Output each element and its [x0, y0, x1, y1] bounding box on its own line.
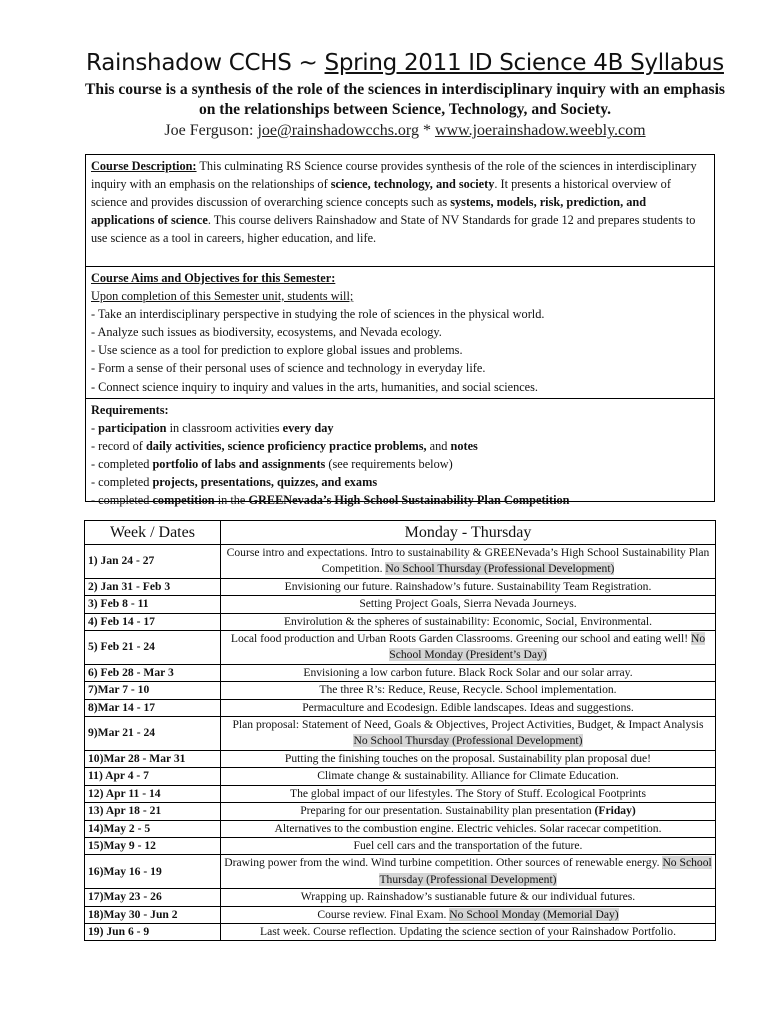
- table-row: [85, 820, 716, 837]
- week-dates-cell: 9)Mar 21 - 24: [85, 717, 221, 751]
- table-row: [85, 631, 716, 665]
- page-title: [80, 48, 730, 78]
- week-dates-cell: 3) Feb 8 - 11: [85, 596, 221, 613]
- course-aims-intro: Upon completion of this Semester unit, students will;: [91, 289, 354, 304]
- no-school-note: No School Thursday (Professional Development): [385, 562, 615, 576]
- table-row: [85, 596, 716, 613]
- activity-header: Monday - Thursday: [221, 521, 716, 545]
- requirement-item: [91, 491, 709, 509]
- requirement-item: [91, 437, 709, 455]
- activity-emphasis: (Friday): [594, 804, 636, 818]
- req-text: - completed: [91, 475, 153, 490]
- activity-cell: [221, 664, 716, 681]
- email-link[interactable]: joe@rainshadowcchs.org: [257, 122, 419, 139]
- requirement-item: [91, 455, 709, 473]
- req-bold: competition: [152, 493, 215, 508]
- requirements-label: Requirements:: [91, 403, 169, 417]
- activity-cell: [221, 820, 716, 837]
- week-dates-cell: 4) Feb 14 - 17: [85, 613, 221, 630]
- activity-text: Climate change & sustainability. Alliance for Climate Education.: [317, 769, 619, 783]
- req-text: (see requirements below): [325, 457, 453, 472]
- activity-text: Envirolution & the spheres of sustainability: Economic, Social, Environmental.: [283, 614, 653, 628]
- activity-text: The three R’s: Reduce, Reuse, Recycle. School implementation.: [319, 683, 617, 697]
- activity-text: Permaculture and Ecodesign. Edible landscapes. Ideas and suggestions.: [302, 700, 634, 714]
- website-link[interactable]: www.joerainshadow.weebly.com: [434, 122, 646, 139]
- schedule-table: [84, 520, 716, 941]
- requirement-item: [91, 473, 709, 491]
- course-info-box: [85, 154, 715, 508]
- activity-cell: [221, 750, 716, 767]
- week-dates-header: Week / Dates: [85, 521, 221, 545]
- req-text: - completed: [91, 493, 153, 508]
- description-bold-2: systems, models, risk, prediction, and applications of science: [91, 195, 647, 228]
- week-dates-cell: 18)May 30 - Jun 2: [85, 906, 221, 923]
- contact-separator: *: [418, 122, 435, 139]
- syllabus-header: [80, 48, 730, 141]
- table-row: [85, 768, 716, 785]
- req-bold: portfolio of labs and assignments: [152, 457, 326, 472]
- activity-text: Putting the finishing touches on the proposal. Sustainability plan proposal due!: [284, 751, 652, 765]
- week-dates-cell: 15)May 9 - 12: [85, 837, 221, 854]
- week-dates-cell: 19) Jun 6 - 9: [85, 923, 221, 940]
- table-row: [85, 906, 716, 923]
- activity-cell: [221, 717, 716, 751]
- no-school-note: No School Monday (Memorial Day): [449, 907, 619, 921]
- activity-text: Preparing for our presentation. Sustainability plan presentation: [300, 804, 595, 818]
- req-text: -: [91, 421, 99, 436]
- table-row: [85, 682, 716, 699]
- week-dates-cell: 16)May 16 - 19: [85, 855, 221, 889]
- table-row: [85, 785, 716, 802]
- activity-text: Wrapping up. Rainshadow’s sustianable future & our individual futures.: [300, 890, 636, 904]
- aim-item: - Analyze such issues as biodiversity, ecosystems, and Nevada ecology.: [91, 325, 442, 340]
- req-bold: participation: [98, 421, 167, 436]
- requirements-section: [86, 398, 714, 511]
- instructor-name: Joe Ferguson:: [164, 122, 258, 139]
- aim-item: - Form a sense of their personal uses of science and technology in everyday life.: [91, 361, 486, 376]
- aim-item: - Take an interdisciplinary perspective in studying the role of sciences in the physical world.: [91, 307, 545, 322]
- activity-cell: [221, 923, 716, 940]
- week-dates-cell: 5) Feb 21 - 24: [85, 631, 221, 665]
- course-description-label: Course Description:: [91, 159, 197, 173]
- req-bold: GREENevada’s High School Sustainability Plan Competition: [248, 493, 570, 508]
- activity-cell: [221, 596, 716, 613]
- activity-text: Fuel cell cars and the transportation of the future.: [353, 838, 583, 852]
- description-text-2: . It presents a historical overview of science and provides discussion of overarching science concepts such as: [91, 177, 671, 210]
- activity-cell: [221, 699, 716, 716]
- activity-text: Alternatives to the combustion engine. Electric vehicles. Solar racecar competition.: [274, 821, 662, 835]
- aim-item: - Connect science inquiry to inquiry and values in the arts, humanities, and social sciences.: [91, 379, 539, 394]
- activity-cell: [221, 545, 716, 579]
- activity-text: Plan proposal: Statement of Need, Goals & Objectives, Project Activities, Budget, & Impact Analysis: [232, 718, 704, 732]
- week-dates-cell: 11) Apr 4 - 7: [85, 768, 221, 785]
- req-text: in the: [214, 493, 249, 508]
- table-row: [85, 545, 716, 579]
- no-school-note: No School Monday (President’s Day): [389, 632, 706, 662]
- req-text: in classroom activities: [166, 421, 283, 436]
- table-row: [85, 750, 716, 767]
- activity-cell: [221, 768, 716, 785]
- no-school-note: No School Thursday (Professional Development): [379, 856, 712, 886]
- table-row: [85, 923, 716, 940]
- description-bold-1: science, technology, and society: [330, 177, 495, 192]
- week-dates-cell: 7)Mar 7 - 10: [85, 682, 221, 699]
- title-course: Spring 2011 ID Science 4B Syllabus: [324, 50, 724, 76]
- course-summary: This course is a synthesis of the role of the sciences in interdisciplinary inquiry with an emphasis on the relationships between Science, Technology, and Society.: [85, 81, 725, 118]
- table-row: [85, 717, 716, 751]
- title-school: Rainshadow CCHS ~: [86, 50, 325, 76]
- table-row: [85, 664, 716, 681]
- schedule-header-row: [85, 521, 716, 545]
- week-dates-cell: 12) Apr 11 - 14: [85, 785, 221, 802]
- req-bold: projects, presentations, quizzes, and exams: [152, 475, 378, 490]
- activity-text: Drawing power from the wind. Wind turbine competition. Other sources of renewable energy.: [224, 856, 663, 870]
- activity-cell: [221, 906, 716, 923]
- activity-text: Envisioning a low carbon future. Black Rock Solar and our solar array.: [303, 665, 633, 679]
- activity-cell: [221, 631, 716, 665]
- week-dates-cell: 2) Jan 31 - Feb 3: [85, 578, 221, 595]
- table-row: [85, 578, 716, 595]
- activity-cell: [221, 785, 716, 802]
- req-text: and: [426, 439, 451, 454]
- week-dates-cell: 17)May 23 - 26: [85, 889, 221, 906]
- no-school-note: No School Thursday (Professional Development): [353, 734, 583, 748]
- activity-cell: [221, 837, 716, 854]
- course-description-section: [86, 155, 714, 266]
- activity-text: The global impact of our lifestyles. The Story of Stuff. Ecological Footprints: [289, 786, 647, 800]
- activity-cell: [221, 578, 716, 595]
- req-bold: every day: [282, 421, 334, 436]
- table-row: [85, 855, 716, 889]
- activity-text: Last week. Course reflection. Updating the science section of your Rainshadow Portfolio.: [260, 924, 676, 938]
- req-text: - completed: [91, 457, 153, 472]
- activity-cell: [221, 855, 716, 889]
- week-dates-cell: 1) Jan 24 - 27: [85, 545, 221, 579]
- req-bold: daily activities, science proficiency practice problems,: [145, 439, 427, 454]
- req-text: - record of: [91, 439, 146, 454]
- week-dates-cell: 8)Mar 14 - 17: [85, 699, 221, 716]
- week-dates-cell: 6) Feb 28 - Mar 3: [85, 664, 221, 681]
- description-text-3: . This course delivers Rainshadow and State of NV Standards for grade 12 and prepares students to use science as a tool in careers, higher education, and life.: [91, 213, 696, 246]
- activity-text: Envisioning our future. Rainshadow’s future. Sustainability Team Registration.: [284, 579, 652, 593]
- table-row: [85, 889, 716, 906]
- schedule-body: [85, 545, 716, 941]
- course-aims-label: Course Aims and Objectives for this Semester:: [91, 271, 336, 285]
- table-row: [85, 613, 716, 630]
- contact-line: [80, 120, 730, 141]
- table-row: [85, 803, 716, 820]
- requirement-item: [91, 419, 709, 437]
- activity-cell: [221, 682, 716, 699]
- table-row: [85, 837, 716, 854]
- activity-cell: [221, 803, 716, 820]
- activity-cell: [221, 889, 716, 906]
- week-dates-cell: 14)May 2 - 5: [85, 820, 221, 837]
- activity-text: Local food production and Urban Roots Garden Classrooms. Greening our school and eating well!: [230, 632, 691, 646]
- activity-text: Setting Project Goals, Sierra Nevada Journeys.: [359, 597, 577, 611]
- req-bold: notes: [450, 439, 478, 454]
- activity-cell: [221, 613, 716, 630]
- description-text-1: This culminating RS Science course provides synthesis of the role of the sciences in interdisciplinary inquiry with an emphasis on the relationships of: [91, 159, 697, 192]
- activity-text: Course review. Final Exam.: [317, 907, 450, 921]
- activity-text: Course intro and expectations. Intro to sustainability & GREENevada’s High School Sustainability Plan Competition.: [226, 546, 710, 576]
- week-dates-cell: 13) Apr 18 - 21: [85, 803, 221, 820]
- table-row: [85, 699, 716, 716]
- course-aims-section: [86, 266, 714, 398]
- week-dates-cell: 10)Mar 28 - Mar 31: [85, 750, 221, 767]
- aim-item: - Use science as a tool for prediction to explore global issues and problems.: [91, 343, 463, 358]
